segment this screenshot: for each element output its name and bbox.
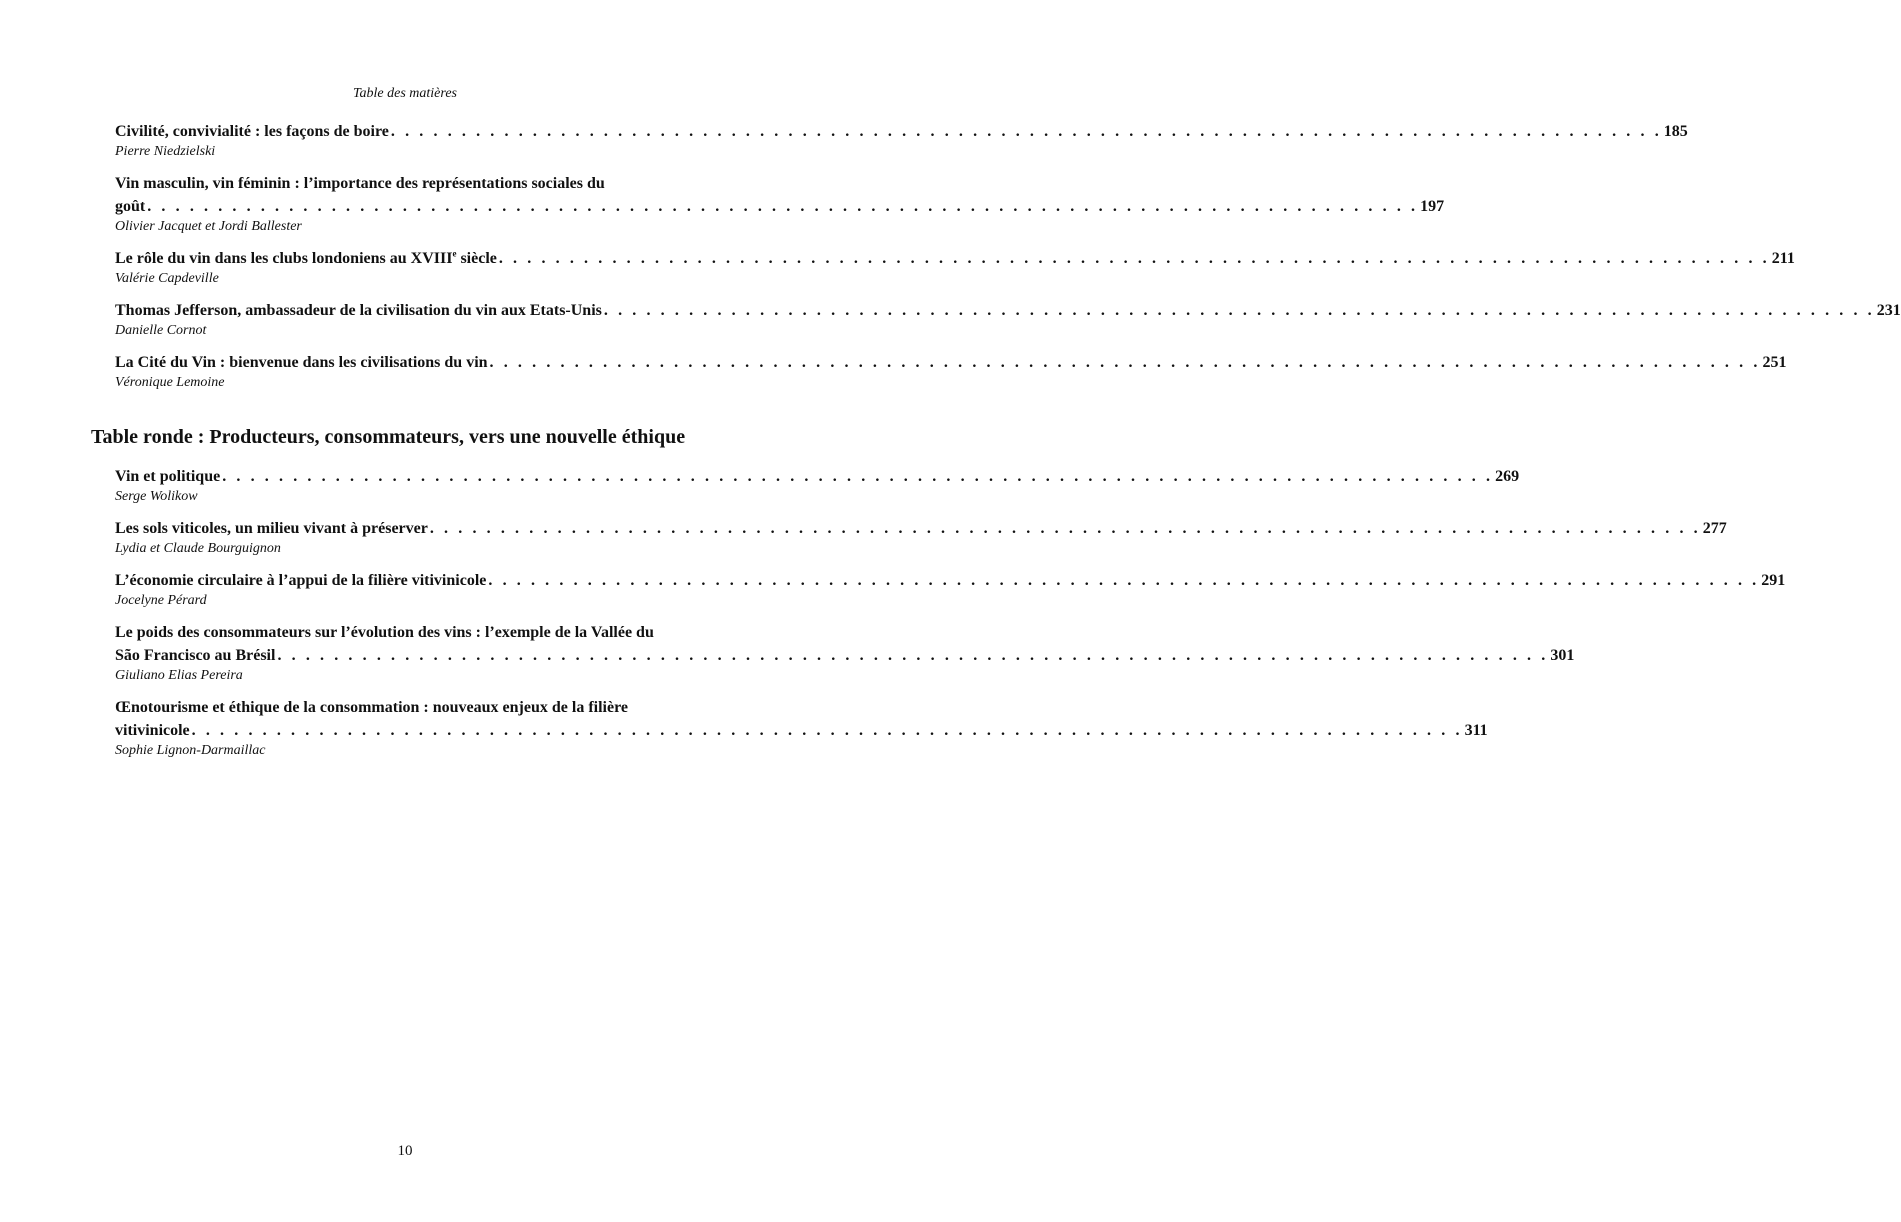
entry-page-number: 211	[1771, 250, 1795, 267]
entry-title: Thomas Jefferson, ambassadeur de la civilisation du vin aux Etats-Unis	[115, 302, 602, 319]
entry-title-end: siècle	[456, 250, 497, 267]
entry-title-main: Le rôle du vin dans les clubs londoniens au XVIII	[115, 250, 453, 267]
entry-page-number: 231	[1876, 302, 1901, 319]
dot-leader: . . . . . . . . . . . . . . . . . . . . . . . . . . . . . . . . . . . . . . . . . . . . . . . . . . . . . . . . . . . . . . . . . . . . . . . . . . . . . . . . . . . . . . . . . .	[390, 123, 1662, 140]
entry-title: L’économie circulaire à l’appui de la filière vitivinicole	[115, 572, 487, 589]
entry-author: Olivier Jacquet et Jordi Ballester	[115, 219, 302, 234]
toc-entry[interactable]	[115, 172, 1445, 235]
dot-leader: . . . . . . . . . . . . . . . . . . . . . . . . . . . . . . . . . . . . . . . . . . . . . . . . . . . . . . . . . . . . . . . . . . . . . . . . . . . . . . . . . . . . . . . . . .	[147, 198, 1419, 215]
toc-entry[interactable]	[115, 299, 1901, 339]
entry-author: Sophie Lignon-Darmaillac	[115, 743, 266, 758]
entry-author: Danielle Cornot	[115, 323, 207, 338]
entry-title: São Francisco au Brésil	[115, 647, 276, 664]
dot-leader: . . . . . . . . . . . . . . . . . . . . . . . . . . . . . . . . . . . . . . . . . . . . . . . . . . . . . . . . . . . . . . . . . . . . . . . . . . . . . . . . . . . . . . . . . .	[488, 572, 1760, 589]
toc-section-2	[115, 465, 1786, 759]
entry-author: Valérie Capdeville	[115, 271, 219, 286]
toc-entry[interactable]	[115, 517, 1727, 557]
entry-page-number: 301	[1550, 647, 1575, 664]
toc-entry[interactable]	[115, 247, 1795, 287]
toc-entry[interactable]	[115, 120, 1688, 160]
entry-author: Véronique Lemoine	[115, 375, 225, 390]
entry-author: Jocelyne Pérard	[115, 593, 207, 608]
toc-entry[interactable]	[115, 569, 1786, 609]
entry-title: vitivinicole	[115, 722, 190, 739]
running-head: Table des matières	[353, 86, 457, 101]
entry-title-line: Vin masculin, vin féminin : l’importance des représentations sociales du	[115, 175, 605, 192]
entry-page-number: 311	[1464, 722, 1488, 739]
toc-entry[interactable]	[115, 696, 1488, 759]
entry-title: Vin et politique	[115, 468, 221, 485]
entry-page-number: 277	[1702, 520, 1727, 537]
entry-author: Giuliano Elias Pereira	[115, 668, 243, 683]
entry-title-line: Œnotourisme et éthique de la consommation : nouveaux enjeux de la filière	[115, 699, 629, 716]
entry-author: Serge Wolikow	[115, 489, 198, 504]
entry-title: Civilité, convivialité : les façons de boire	[115, 123, 389, 140]
dot-leader: . . . . . . . . . . . . . . . . . . . . . . . . . . . . . . . . . . . . . . . . . . . . . . . . . . . . . . . . . . . . . . . . . . . . . . . . . . . . . . . . . . . . . . . . . .	[498, 250, 1770, 267]
ordinal-superscript: e	[452, 248, 457, 259]
dot-leader: . . . . . . . . . . . . . . . . . . . . . . . . . . . . . . . . . . . . . . . . . . . . . . . . . . . . . . . . . . . . . . . . . . . . . . . . . . . . . . . . . . . . . . . . . .	[489, 354, 1761, 371]
toc-section-1	[115, 120, 1901, 391]
dot-leader: . . . . . . . . . . . . . . . . . . . . . . . . . . . . . . . . . . . . . . . . . . . . . . . . . . . . . . . . . . . . . . . . . . . . . . . . . . . . . . . . . . . . . . . . . .	[603, 302, 1875, 319]
entry-title: Les sols viticoles, un milieu vivant à préserver	[115, 520, 428, 537]
entry-page-number: 269	[1495, 468, 1520, 485]
toc-entry[interactable]	[115, 621, 1575, 684]
toc-entry[interactable]	[115, 351, 1787, 391]
entry-author: Pierre Niedzielski	[115, 144, 216, 159]
page-number: 10	[397, 1143, 413, 1159]
toc-entry[interactable]	[115, 465, 1520, 505]
entry-title: goût	[115, 198, 146, 215]
dot-leader: . . . . . . . . . . . . . . . . . . . . . . . . . . . . . . . . . . . . . . . . . . . . . . . . . . . . . . . . . . . . . . . . . . . . . . . . . . . . . . . . . . . . . . . . . .	[429, 520, 1701, 537]
entry-page-number: 197	[1420, 198, 1445, 215]
entry-title	[115, 247, 497, 270]
entry-page-number: 291	[1761, 572, 1786, 589]
entry-page-number: 251	[1762, 354, 1787, 371]
dot-leader: . . . . . . . . . . . . . . . . . . . . . . . . . . . . . . . . . . . . . . . . . . . . . . . . . . . . . . . . . . . . . . . . . . . . . . . . . . . . . . . . . . . . . . . . . .	[191, 722, 1463, 739]
entry-author: Lydia et Claude Bourguignon	[115, 541, 281, 556]
section-heading: Table ronde : Producteurs, consommateurs, vers une nouvelle éthique	[91, 426, 686, 448]
dot-leader: . . . . . . . . . . . . . . . . . . . . . . . . . . . . . . . . . . . . . . . . . . . . . . . . . . . . . . . . . . . . . . . . . . . . . . . . . . . . . . . . . . . . . . . . . .	[222, 468, 1494, 485]
entry-page-number: 185	[1663, 123, 1688, 140]
dot-leader: . . . . . . . . . . . . . . . . . . . . . . . . . . . . . . . . . . . . . . . . . . . . . . . . . . . . . . . . . . . . . . . . . . . . . . . . . . . . . . . . . . . . . . . . . .	[277, 647, 1549, 664]
entry-title-line: Le poids des consommateurs sur l’évolution des vins : l’exemple de la Vallée du	[115, 624, 654, 641]
entry-title: La Cité du Vin : bienvenue dans les civilisations du vin	[115, 354, 488, 371]
